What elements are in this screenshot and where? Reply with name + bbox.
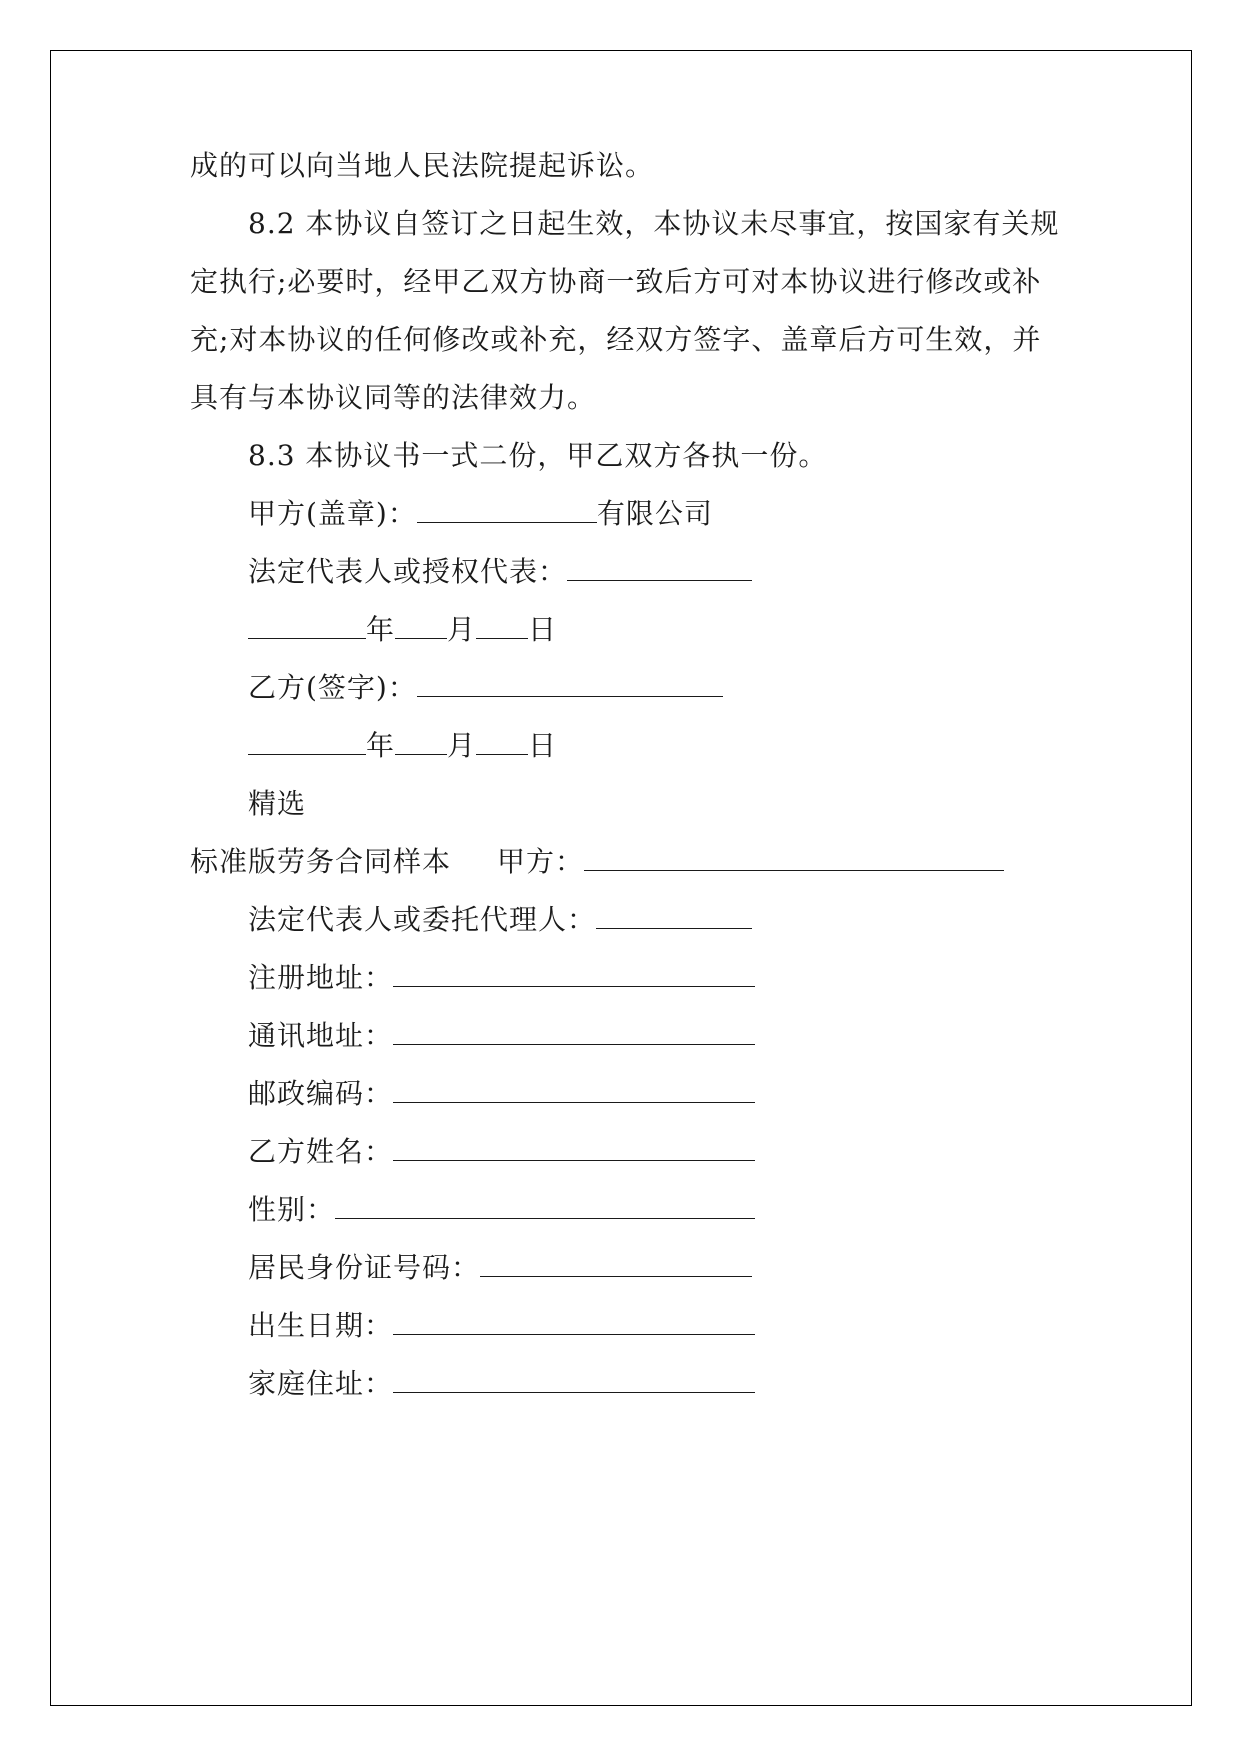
year-blank[interactable] <box>248 728 366 755</box>
contract-title-row <box>190 842 1004 882</box>
form-field-label: 居民身份证号码： <box>248 1251 481 1284</box>
date-row-party-b <box>248 726 557 766</box>
month-blank[interactable] <box>395 612 447 639</box>
form-field <box>248 1132 755 1172</box>
party-a-seal-row <box>248 494 713 534</box>
day-label: 日 <box>528 613 558 646</box>
form-field-blank[interactable] <box>393 1308 755 1335</box>
form-field-blank[interactable] <box>393 1366 755 1393</box>
year-label: 年 <box>366 613 396 646</box>
form-field-blank[interactable] <box>393 960 755 987</box>
day-label: 日 <box>528 729 558 762</box>
day-blank[interactable] <box>476 612 528 639</box>
form-field-label: 乙方姓名： <box>248 1135 394 1168</box>
form-field-label: 性别： <box>248 1193 336 1226</box>
form-field <box>248 1248 752 1288</box>
clause-8-2-line: 定执行;必要时，经甲乙双方协商一致后方可对本协议进行修改或补 <box>190 265 1042 298</box>
clause-8-2-line: 8.2 本协议自签订之日起生效，本协议未尽事宜，按国家有关规 <box>248 207 1060 240</box>
form-field-blank[interactable] <box>596 902 752 929</box>
month-label: 月 <box>447 613 477 646</box>
form-field-label: 家庭住址： <box>248 1367 394 1400</box>
month-label: 月 <box>447 729 477 762</box>
month-blank[interactable] <box>395 728 447 755</box>
form-field-blank[interactable] <box>335 1192 755 1219</box>
clause-8-2-line: 充;对本协议的任何修改或补充，经双方签字、盖章后方可生效，并 <box>190 323 1042 356</box>
legal-rep-row <box>248 552 752 592</box>
form-field-label: 出生日期： <box>248 1309 394 1342</box>
legal-rep-label: 法定代表人或授权代表： <box>248 555 568 588</box>
contract-party-a-blank[interactable] <box>584 844 1004 871</box>
contract-title: 标准版劳务合同样本 <box>190 845 452 878</box>
party-b-sign-row <box>248 668 723 708</box>
paragraph-line: 成的可以向当地人民法院提起诉讼。 <box>190 149 655 182</box>
party-a-company-suffix: 有限公司 <box>596 497 713 530</box>
form-field-label: 通讯地址： <box>248 1019 394 1052</box>
form-field <box>248 1016 755 1056</box>
party-a-seal-blank[interactable] <box>417 496 597 523</box>
clause-8-2-line: 具有与本协议同等的法律效力。 <box>190 381 597 414</box>
form-field <box>248 1364 755 1404</box>
form-field-label: 邮政编码： <box>248 1077 394 1110</box>
day-blank[interactable] <box>476 728 528 755</box>
year-label: 年 <box>366 729 396 762</box>
clause-8-3: 8.3 本协议书一式二份，甲乙双方各执一份。 <box>248 439 828 472</box>
party-a-seal-label: 甲方(盖章)： <box>248 497 417 530</box>
contract-party-a-label: 甲方： <box>497 845 585 878</box>
section-marker: 精选 <box>248 787 307 820</box>
date-row-party-a <box>248 610 557 650</box>
form-field <box>248 1306 755 1346</box>
form-field <box>248 900 752 940</box>
form-field <box>248 1190 755 1230</box>
form-field-label: 法定代表人或委托代理人： <box>248 903 597 936</box>
legal-rep-blank[interactable] <box>567 554 752 581</box>
form-field-label: 注册地址： <box>248 961 394 994</box>
form-field-blank[interactable] <box>393 1076 755 1103</box>
form-field-blank[interactable] <box>393 1134 755 1161</box>
form-field <box>248 958 755 998</box>
form-field-blank[interactable] <box>393 1018 755 1045</box>
party-b-sign-label: 乙方(签字)： <box>248 671 417 704</box>
year-blank[interactable] <box>248 612 366 639</box>
form-field <box>248 1074 755 1114</box>
party-b-sign-blank[interactable] <box>417 670 723 697</box>
form-field-blank[interactable] <box>480 1250 752 1277</box>
